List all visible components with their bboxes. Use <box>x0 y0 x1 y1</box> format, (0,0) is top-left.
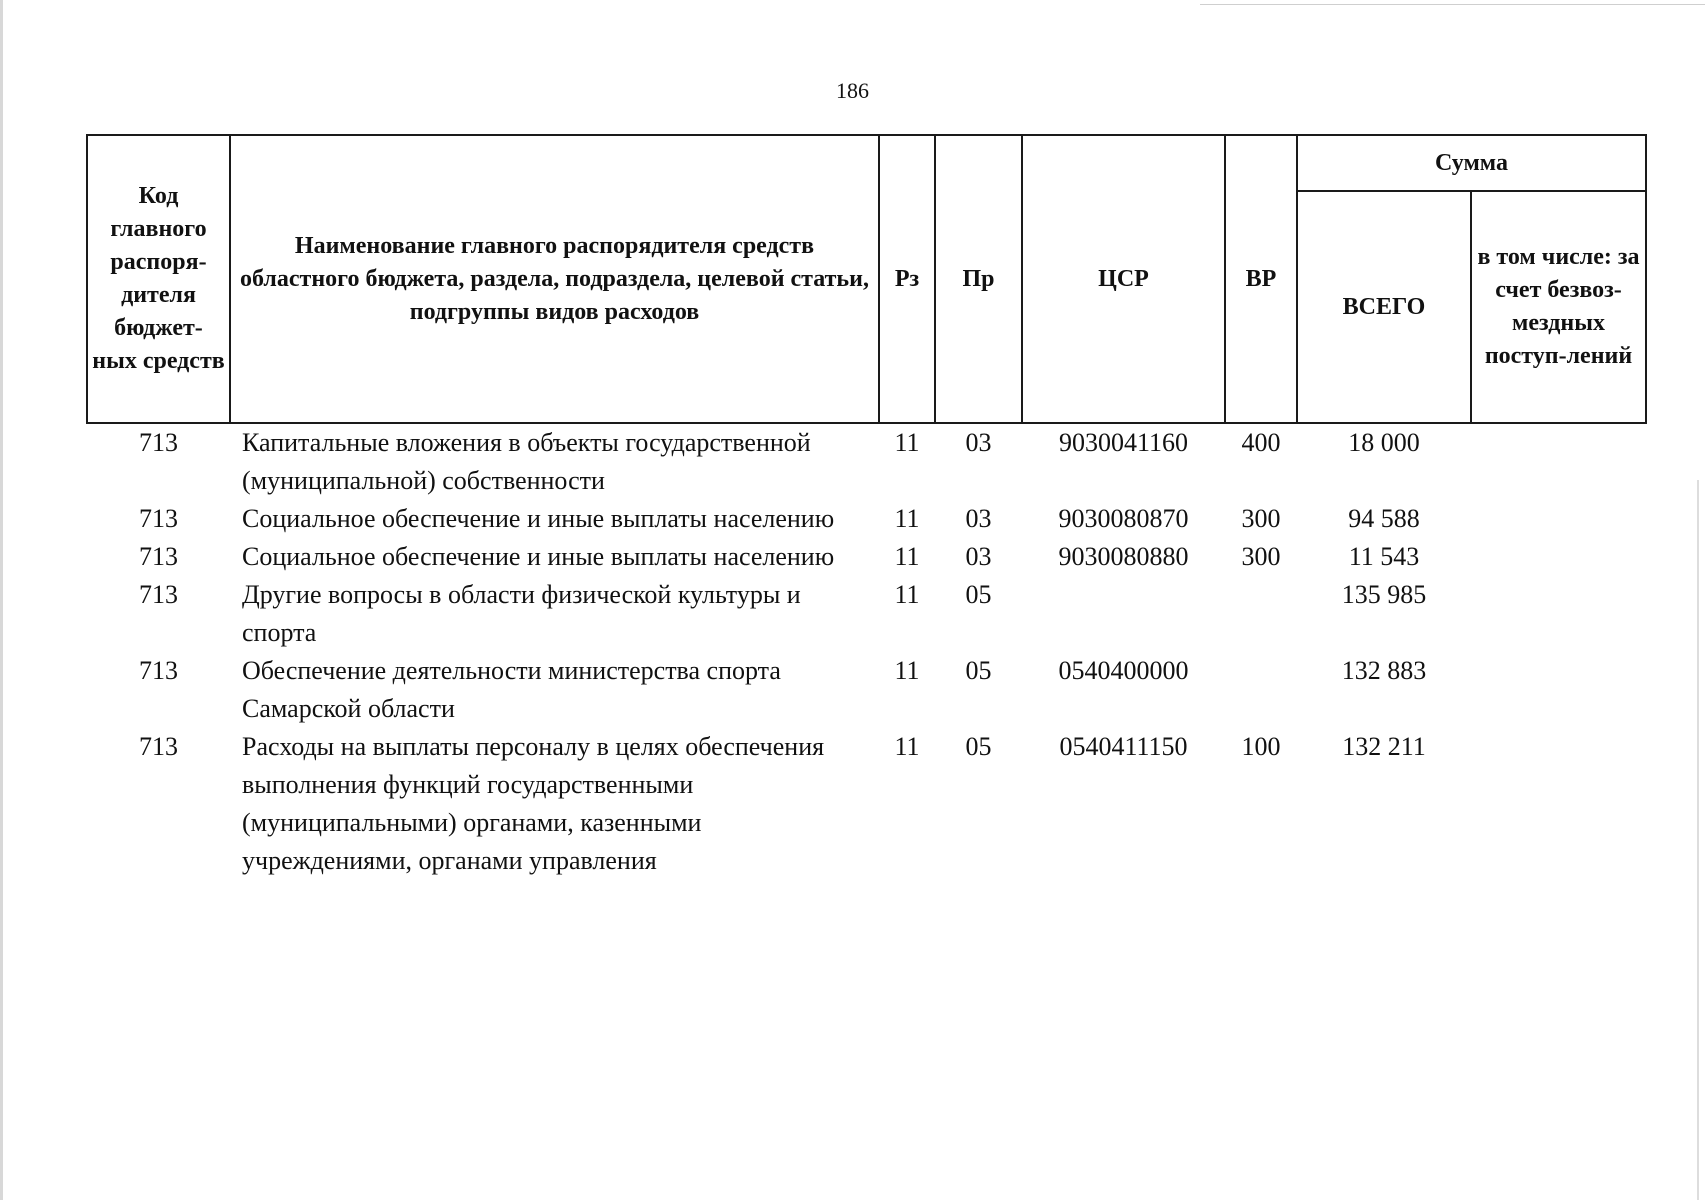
table-row <box>87 538 1646 576</box>
cell-rz: 11 <box>894 504 920 533</box>
cell-total: 132 211 <box>1342 732 1426 761</box>
cell-code: 713 <box>139 732 178 761</box>
cell-csr <box>1022 576 1225 652</box>
cell-free <box>1471 423 1646 500</box>
cell-rz: 11 <box>894 656 920 685</box>
cell-pr: 03 <box>965 542 992 571</box>
cell-csr: 9030041160 <box>1058 428 1189 457</box>
scan-top-line <box>1200 4 1705 5</box>
cell-name: Расходы на выплаты персоналу в целях обеспечения выполнения функций государственными (муниципальными) органами, казенными учреждениями, органами управления <box>242 732 825 875</box>
cell-free <box>1471 576 1646 652</box>
header-sum: Сумма <box>1297 135 1646 191</box>
page-number: 186 <box>836 78 869 103</box>
table-body <box>87 423 1646 880</box>
header-bp: ВР <box>1225 135 1297 423</box>
cell-code: 713 <box>139 542 178 571</box>
table-header <box>87 135 1646 423</box>
cell-free <box>1471 538 1646 576</box>
cell-code: 713 <box>139 428 178 457</box>
scan-right-edge <box>1697 480 1699 1200</box>
scan-left-edge <box>0 0 3 1200</box>
cell-bp: 300 <box>1241 504 1281 533</box>
cell-bp: 100 <box>1241 732 1281 761</box>
header-code: Код главного распоря-дителя бюджет-ных средств <box>87 135 230 423</box>
header-csr: ЦСР <box>1022 135 1225 423</box>
budget-table <box>86 134 1647 880</box>
cell-code: 713 <box>139 656 178 685</box>
cell-total: 18 000 <box>1348 428 1420 457</box>
cell-name: Обеспечение деятельности министерства спорта Самарской области <box>242 656 781 723</box>
cell-csr: 9030080870 <box>1058 504 1189 533</box>
header-pr: Пр <box>935 135 1022 423</box>
cell-free <box>1471 500 1646 538</box>
cell-pr: 05 <box>965 580 992 609</box>
cell-rz: 11 <box>894 732 920 761</box>
cell-total: 132 883 <box>1341 656 1427 685</box>
header-free: в том числе: за счет безвоз-мездных поступ-лений <box>1471 191 1646 423</box>
cell-code: 713 <box>139 504 178 533</box>
cell-bp <box>1225 576 1297 652</box>
cell-total: 94 588 <box>1348 504 1420 533</box>
cell-rz: 11 <box>894 542 920 571</box>
cell-total: 11 543 <box>1348 542 1420 571</box>
header-row-1 <box>87 135 1646 191</box>
cell-csr: 0540411150 <box>1059 732 1188 761</box>
cell-bp: 400 <box>1241 428 1281 457</box>
header-rz: Рз <box>879 135 935 423</box>
cell-free <box>1471 652 1646 728</box>
cell-name: Социальное обеспечение и иные выплаты населению <box>242 504 835 533</box>
cell-total: 135 985 <box>1341 580 1427 609</box>
table-row <box>87 423 1646 500</box>
cell-name: Капитальные вложения в объекты государственной (муниципальной) собственности <box>242 428 811 495</box>
cell-code: 713 <box>139 580 178 609</box>
cell-pr: 05 <box>965 732 992 761</box>
cell-pr: 03 <box>965 504 992 533</box>
table-row <box>87 652 1646 728</box>
cell-csr: 9030080880 <box>1058 542 1189 571</box>
cell-bp <box>1225 652 1297 728</box>
cell-name: Другие вопросы в области физической культуры и спорта <box>242 580 801 647</box>
cell-free <box>1471 728 1646 880</box>
cell-rz: 11 <box>894 428 920 457</box>
cell-csr: 0540400000 <box>1058 656 1189 685</box>
cell-name: Социальное обеспечение и иные выплаты населению <box>242 542 835 571</box>
cell-pr: 03 <box>965 428 992 457</box>
table-row <box>87 500 1646 538</box>
header-total: ВСЕГО <box>1297 191 1471 423</box>
table-row <box>87 728 1646 880</box>
header-name: Наименование главного распорядителя средств областного бюджета, раздела, подраздела, целевой статьи, подгруппы видов расходов <box>230 135 879 423</box>
table-row <box>87 576 1646 652</box>
cell-pr: 05 <box>965 656 992 685</box>
cell-bp: 300 <box>1241 542 1281 571</box>
cell-rz: 11 <box>894 580 920 609</box>
